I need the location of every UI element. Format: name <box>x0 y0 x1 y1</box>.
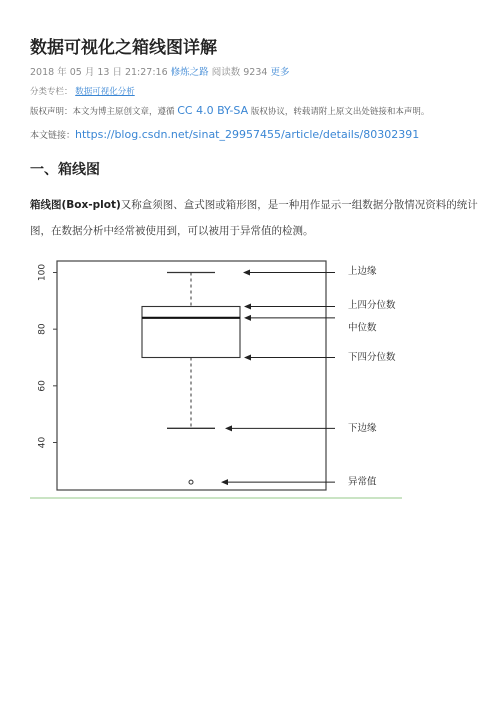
boxplot-figure <box>30 250 420 505</box>
annotation-label: 下四分位数 <box>348 352 396 363</box>
annotation-label: 上四分位数 <box>348 300 396 311</box>
reads-label: 阅读数 <box>211 67 241 78</box>
article-link-line <box>30 128 419 141</box>
annotation-label: 异常值 <box>348 476 377 488</box>
copyright-notice <box>30 104 429 117</box>
category-link[interactable]: 数据可视化分析 <box>75 87 135 97</box>
article-meta <box>30 64 290 78</box>
more-link[interactable]: 更多 <box>270 67 290 78</box>
category-label: 分类专栏： <box>30 87 73 97</box>
annotation-arrow-head <box>225 425 232 431</box>
category-line <box>30 85 135 97</box>
copyright-suffix: 版权协议，转载请附上原文出处链接和本声明。 <box>250 107 430 117</box>
article-url-link[interactable]: https://blog.csdn.net/sinat_29957455/article/details/80302391 <box>75 128 420 141</box>
annotation-label: 上边缘 <box>348 266 377 277</box>
article-link-label: 本文链接： <box>30 131 76 141</box>
copyright-prefix: 版权声明：本文为博主原创文章，遵循 <box>30 107 175 117</box>
annotation-label: 下边缘 <box>348 422 377 434</box>
annotation-arrow-head <box>244 355 251 361</box>
annotation-arrow-head <box>243 270 250 276</box>
paragraph-line-1 <box>30 197 478 212</box>
iqr-box <box>142 307 240 358</box>
license-link[interactable]: CC 4.0 BY-SA <box>177 104 249 117</box>
article-title: 数据可视化之箱线图详解 <box>30 38 217 58</box>
paragraph-line-2: 图，在数据分析中经常被使用到，可以被用于异常值的检测。 <box>30 225 314 237</box>
paragraph-text-1: 又称盒须图、盒式图或箱形图，是一种用作显示一组数据分散情况资料的统计 <box>120 199 478 211</box>
annotation-arrow-head <box>221 479 228 485</box>
annotation-arrow-head <box>244 304 251 310</box>
reads-count: 9234 <box>243 67 268 78</box>
outlier-point <box>189 480 193 484</box>
section-heading: 一、箱线图 <box>30 162 100 178</box>
author-link[interactable]: 修炼之路 <box>170 67 209 78</box>
annotation-arrow-head <box>244 315 251 321</box>
y-tick-label: 40 <box>37 436 48 449</box>
publish-datetime: 2018 年 05 月 13 日 21:27:16 <box>30 67 168 78</box>
y-tick-label: 100 <box>37 263 48 282</box>
y-tick-label: 60 <box>37 380 48 392</box>
bold-term: 箱线图(Box-plot) <box>30 199 121 211</box>
annotation-label: 中位数 <box>348 322 377 334</box>
y-tick-label: 80 <box>37 323 48 335</box>
